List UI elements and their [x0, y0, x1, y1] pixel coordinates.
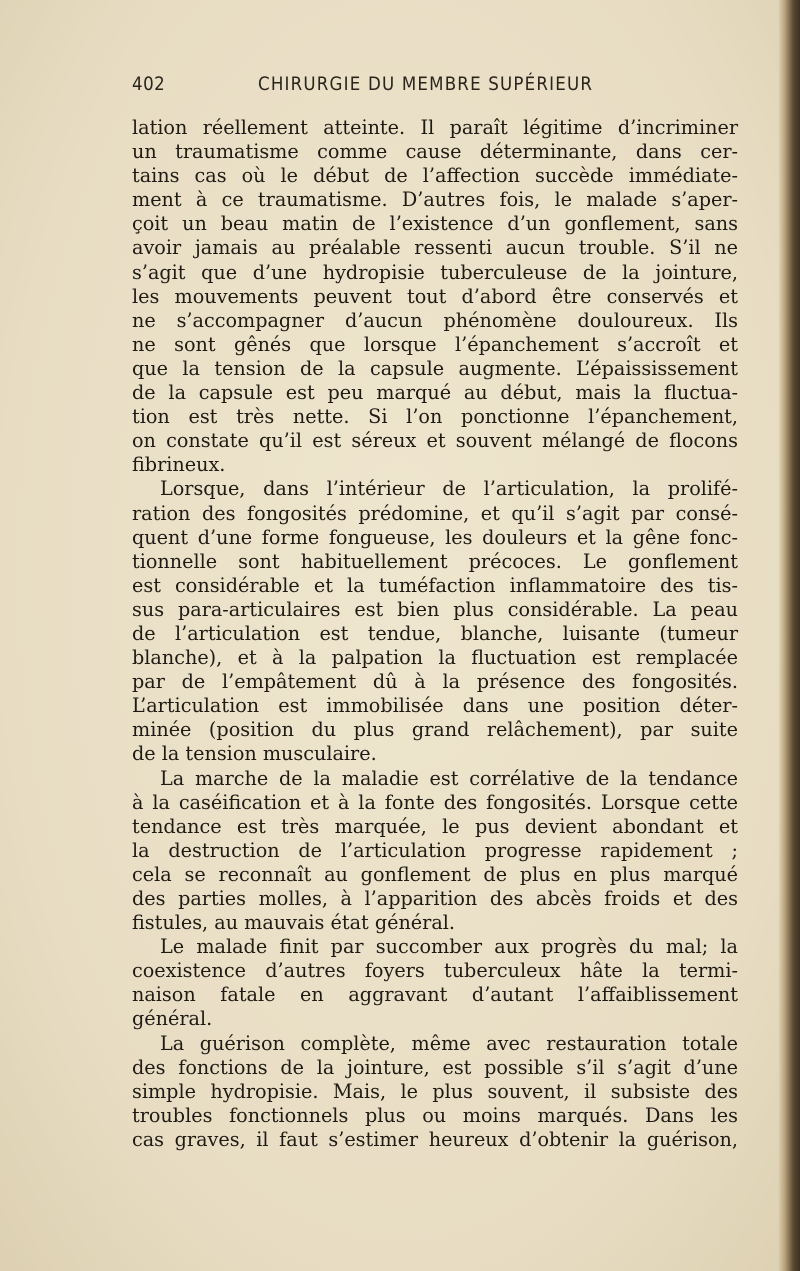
- text-line: naison fatale en aggravant d’autant l’affaiblissement: [132, 983, 738, 1007]
- text-line: par de l’empâtement dû à la présence des fongosités.: [132, 670, 738, 694]
- text-line: des parties molles, à l’apparition des abcès froids et des: [132, 887, 738, 910]
- text-line: La guérison complète, même avec restauration totale: [160, 1031, 738, 1055]
- text-line: lation réellement atteinte. Il paraît légitime d’incriminer: [132, 116, 738, 139]
- text-line: avoir jamais au préalable ressenti aucun trouble. S’il ne: [132, 236, 738, 260]
- text-line: blanche), et à la palpation la fluctuation est remplacée: [132, 646, 738, 670]
- text-line: tendance est très marquée, le pus devient abondant et: [132, 814, 738, 838]
- text-line: s’agit que d’une hydropisie tuberculeuse de la jointure,: [132, 260, 738, 284]
- text-line: général.: [132, 1007, 213, 1031]
- text-line: Le malade finit par succomber aux progrès du mal; la: [160, 935, 738, 959]
- text-line: un traumatisme comme cause déterminante, dans cer-: [132, 140, 738, 164]
- text-line: simple hydropisie. Mais, le plus souvent, il subsiste des: [132, 1079, 738, 1103]
- text-line: est considérable et la tuméfaction inflammatoire des tis-: [132, 573, 738, 597]
- text-line: ration des fongosités prédomine, et qu’il s’agit par consé-: [132, 501, 738, 525]
- text-line: de l’articulation est tendue, blanche, luisante (tumeur: [132, 621, 738, 645]
- text-line: Lorsque, dans l’intérieur de l’articulation, la prolifé-: [160, 477, 738, 501]
- text-line: tionnelle sont habituellement précoces. Le gonflement: [132, 549, 738, 573]
- text-line: tains cas où le début de l’affection succède immédiate-: [132, 164, 738, 188]
- page-edge-shadow: [778, 0, 800, 1271]
- text-line: sus para-articulaires est bien plus considérable. La peau: [132, 597, 738, 621]
- running-title: CHIRURGIE DU MEMBRE SUPÉRIEUR: [258, 74, 594, 95]
- text-line: L’articulation est immobilisée dans une position déter-: [132, 694, 738, 718]
- text-line: fistules, au mauvais état général.: [132, 911, 456, 935]
- page-header: [132, 74, 738, 98]
- text-line: tion est très nette. Si l’on ponctionne l’épanchement,: [132, 405, 738, 429]
- text-line: ment à ce traumatisme. D’autres fois, le malade s’aper-: [132, 188, 738, 212]
- text-line: La marche de la maladie est corrélative de la tendance: [160, 766, 738, 790]
- text-line: ne s’accompagner d’aucun phénomène douloureux. Ils: [132, 308, 738, 332]
- text-line: minée (position du plus grand relâchement), par suite: [132, 718, 738, 742]
- text-line: à la caséification et à la fonte des fongosités. Lorsque cette: [132, 790, 738, 814]
- text-line: cas graves, il faut s’estimer heureux d’obtenir la guérison,: [132, 1127, 738, 1151]
- text-line: fibrineux.: [132, 453, 226, 477]
- text-line: cela se reconnaît au gonflement de plus en plus marqué: [132, 862, 738, 886]
- text-line: çoit un beau matin de l’existence d’un gonflement, sans: [132, 212, 738, 236]
- page-number: 402: [132, 74, 166, 95]
- text-line: on constate qu’il est séreux et souvent mélangé de flocons: [132, 429, 738, 453]
- text-line: la destruction de l’articulation progresse rapidement ;: [132, 838, 738, 862]
- text-line: ne sont gênés que lorsque l’épanchement s’accroît et: [132, 332, 738, 356]
- text-line: de la tension musculaire.: [132, 742, 377, 766]
- text-line: quent d’une forme fongueuse, les douleurs et la gêne fonc-: [132, 525, 738, 549]
- text-line: coexistence d’autres foyers tuberculeux hâte la termi-: [132, 959, 738, 983]
- text-line: que la tension de la capsule augmente. L’épaississement: [132, 356, 738, 380]
- text-line: troubles fonctionnels plus ou moins marqués. Dans les: [132, 1103, 738, 1127]
- text-line: de la capsule est peu marqué au début, mais la fluctua-: [132, 381, 738, 405]
- body-text: [132, 116, 738, 1152]
- text-line: des fonctions de la jointure, est possible s’il s’agit d’une: [132, 1055, 738, 1079]
- text-line: les mouvements peuvent tout d’abord être conservés et: [132, 284, 738, 308]
